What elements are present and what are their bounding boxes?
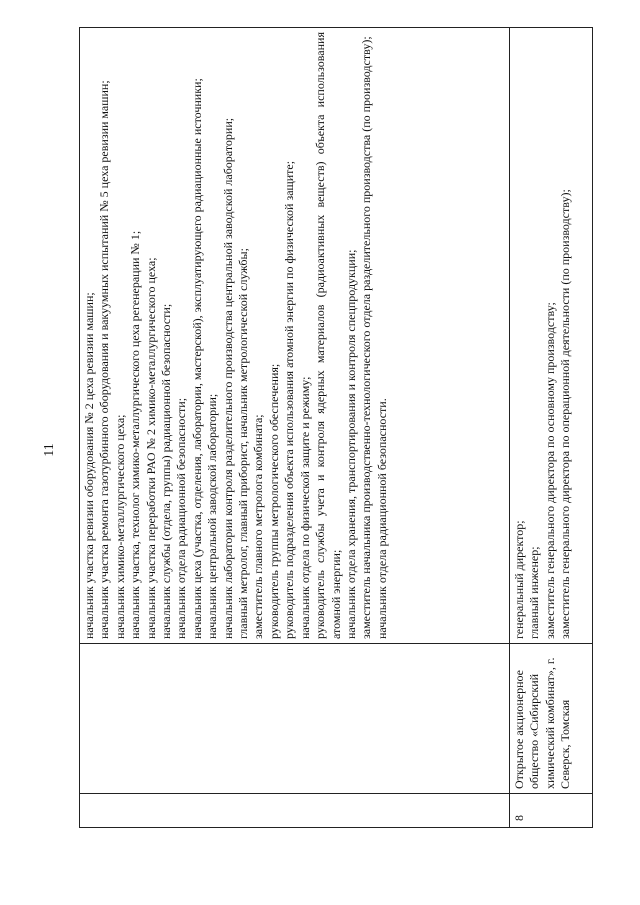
position-item: заместитель генерального директора по основному производству;: [542, 302, 557, 639]
position-item: генеральный директор;: [512, 520, 526, 639]
position-item: начальник участка, технолог химико-металлургического цеха регенерации № 1;: [128, 230, 143, 639]
landscape-content: [79, 28, 597, 828]
position-item: начальник отдела радиационной безопасности;: [174, 397, 189, 639]
row-number-cell: 8: [510, 794, 593, 828]
positions-table: [79, 27, 593, 828]
position-item: начальник участка переработки РАО № 2 химико-металлургического цеха;: [143, 257, 158, 639]
position-item: начальник центральной заводской лаборатории;: [205, 393, 220, 639]
position-item: руководитель службы учета и контроля ядерных материалов (радиоактивных веществ) объекта использования атомной энергии;: [313, 32, 343, 639]
organization-cell: Открытое акционерное общество «Сибирский химический комбинат», г. Северск, Томская: [510, 644, 593, 794]
page-number: 11: [42, 443, 57, 457]
position-item: заместитель главного метролога комбината;: [251, 414, 266, 639]
table-row-8: [510, 28, 593, 828]
position-item: руководитель группы метрологического обеспечения;: [266, 363, 281, 639]
position-item: начальник службы (отдела, группы) радиационной безопасности;: [159, 303, 174, 639]
positions-list: [82, 32, 390, 639]
row-number-cell: [80, 794, 510, 828]
position-item: начальник отдела по физической защите и режиму;: [297, 376, 312, 639]
position-item: начальник лаборатории контроля разделительного производства центральной заводской лаборатории;: [220, 117, 235, 639]
position-item: начальник участка ремонта газотурбинного оборудования и вакуумных испытаний № 5 цеха ревизии машин;: [97, 80, 112, 639]
rotated-sheet: [79, 28, 597, 828]
positions-list: [512, 32, 574, 639]
positions-cell: [80, 28, 510, 644]
position-item: главный метролог, главный приборист, начальник метрологической службы;: [236, 248, 251, 639]
position-item: руководитель подразделения объекта использования атомной энергии по физической защите;: [282, 160, 297, 639]
position-item: главный инженер;: [527, 546, 542, 639]
position-item: начальник цеха (участка, отделения, лаборатории, мастерской), эксплуатирующего радиационные источники;: [189, 78, 204, 639]
position-item: начальник отдела хранения, транспортирования и контроля спецпродукции;: [343, 249, 358, 639]
position-item: заместитель генерального директора по операционной деятельности (по производству);: [558, 189, 573, 639]
positions-cell: [510, 28, 593, 644]
table-row-continued: [80, 28, 510, 828]
position-item: начальник химико-металлургического цеха;: [112, 414, 127, 639]
position-item: начальник участка ревизии оборудования № 2 цеха ревизии машин;: [82, 292, 96, 639]
organization-cell: [80, 644, 510, 794]
position-item: заместитель начальника производственно-технологического отдела разделительного производства (по производству);: [359, 36, 374, 639]
position-item: начальник отдела радиационной безопасности.: [374, 398, 389, 639]
